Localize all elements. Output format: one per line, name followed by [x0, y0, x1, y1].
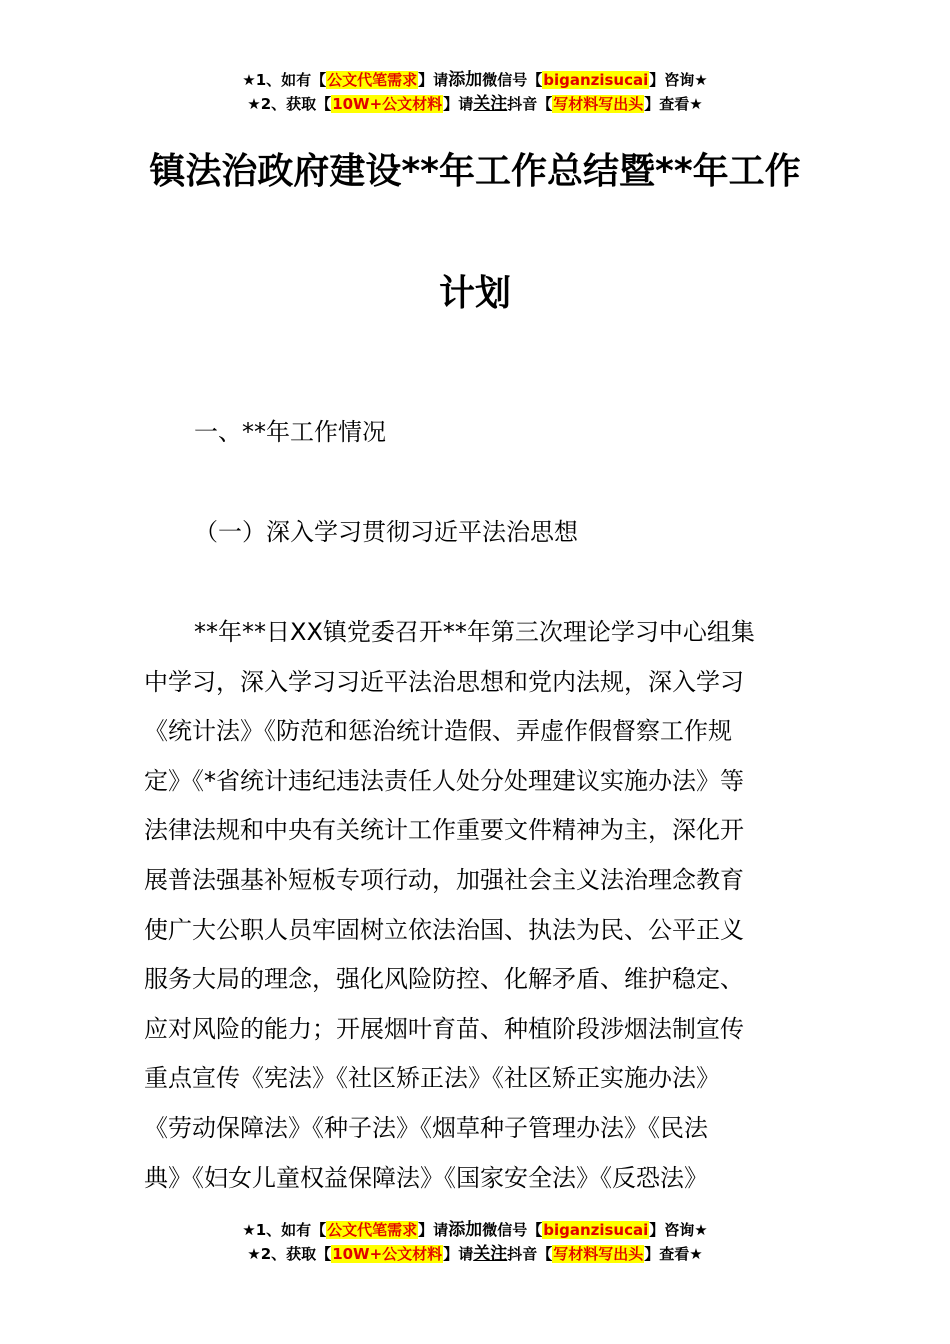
section-heading: 一、**年工作情况 — [194, 418, 386, 446]
paragraph-line: 应对风险的能力；开展烟叶育苗、种植阶段涉烟法制宣传 — [144, 1014, 744, 1043]
body-paragraph — [144, 614, 809, 1209]
promo-line-2-emphasis: 关注 — [473, 94, 508, 114]
promo-line-1-text-2: 微信号【 — [482, 1221, 543, 1239]
promo-line-2-text-2: 抖音【 — [507, 1245, 553, 1263]
paragraph-line: 服务大局的理念，强化风险防控、化解矛盾、维护稳定、 — [144, 965, 744, 994]
header-promo-banner — [0, 68, 950, 116]
paragraph-line: 中学习，深入学习习近平法治思想和党内法规，深入学习 — [144, 667, 744, 696]
promo-highlight-douyin-account: 写材料写出头 — [553, 1245, 644, 1263]
promo-line-2-suffix: 】查看★ — [644, 95, 703, 113]
paragraph-line: 《劳动保障法》《种子法》《烟草种子管理办法》《民法 — [144, 1113, 708, 1142]
promo-highlight-service: 公文代笔需求 — [327, 1221, 418, 1239]
paragraph-line: 使广大公职人员牢固树立依法治国、执法为民、公平正义 — [144, 915, 744, 944]
promo-line-2-text: 】请 — [443, 95, 474, 113]
promo-highlight-service: 公文代笔需求 — [327, 71, 418, 89]
promo-line-1-text: 】请 — [418, 1221, 449, 1239]
promo-line-1-emphasis: 添加 — [448, 70, 483, 90]
promo-highlight-materials: 10W+公文材料 — [332, 1245, 443, 1263]
paragraph-line: 定》《*省统计违纪违法责任人处分处理建议实施办法》等 — [144, 766, 744, 795]
footer-promo-banner — [0, 1218, 950, 1266]
promo-line-1 — [0, 1218, 950, 1242]
promo-line-1-suffix: 】咨询★ — [649, 1221, 708, 1239]
promo-line-2-prefix: ★2、获取【 — [247, 1245, 332, 1263]
promo-line-2-text: 】请 — [443, 1245, 474, 1263]
promo-line-2-suffix: 】查看★ — [644, 1245, 703, 1263]
document-title-line-1: 镇法治政府建设**年工作总结暨**年工作 — [149, 151, 801, 192]
paragraph-line: 展普法强基补短板专项行动，加强社会主义法治理念教育 — [144, 865, 744, 894]
paragraph-line: 《统计法》《防范和惩治统计造假、弄虚作假督察工作规 — [144, 717, 732, 746]
promo-line-2-text-2: 抖音【 — [507, 95, 553, 113]
promo-highlight-wechat-id: biganzisucai — [543, 1221, 649, 1239]
document-title-line-2: 计划 — [438, 273, 511, 314]
promo-line-2-emphasis: 关注 — [473, 1244, 508, 1264]
paragraph-line: 法律法规和中央有关统计工作重要文件精神为主，深化开 — [144, 816, 744, 845]
promo-line-1-text-2: 微信号【 — [482, 71, 543, 89]
promo-line-1 — [0, 68, 950, 92]
promo-line-1-emphasis: 添加 — [448, 1220, 483, 1240]
promo-highlight-wechat-id: biganzisucai — [543, 71, 649, 89]
subsection-heading: （一）深入学习贯彻习近平法治思想 — [194, 518, 578, 546]
promo-line-1-prefix: ★1、如有【 — [242, 1221, 327, 1239]
paragraph-line: 典》《妇女儿童权益保障法》《国家安全法》《反恐法》 — [144, 1163, 708, 1192]
promo-line-2 — [0, 1242, 950, 1266]
promo-line-2-prefix: ★2、获取【 — [247, 95, 332, 113]
paragraph-line: **年**日XX镇党委召开**年第三次理论学习中心组集 — [194, 618, 755, 646]
promo-line-2 — [0, 92, 950, 116]
promo-line-1-text: 】请 — [418, 71, 449, 89]
promo-line-1-prefix: ★1、如有【 — [242, 71, 327, 89]
promo-line-1-suffix: 】咨询★ — [649, 71, 708, 89]
promo-highlight-douyin-account: 写材料写出头 — [553, 95, 644, 113]
paragraph-line: 重点宣传《宪法》《社区矫正法》《社区矫正实施办法》 — [144, 1064, 720, 1093]
promo-highlight-materials: 10W+公文材料 — [332, 95, 443, 113]
